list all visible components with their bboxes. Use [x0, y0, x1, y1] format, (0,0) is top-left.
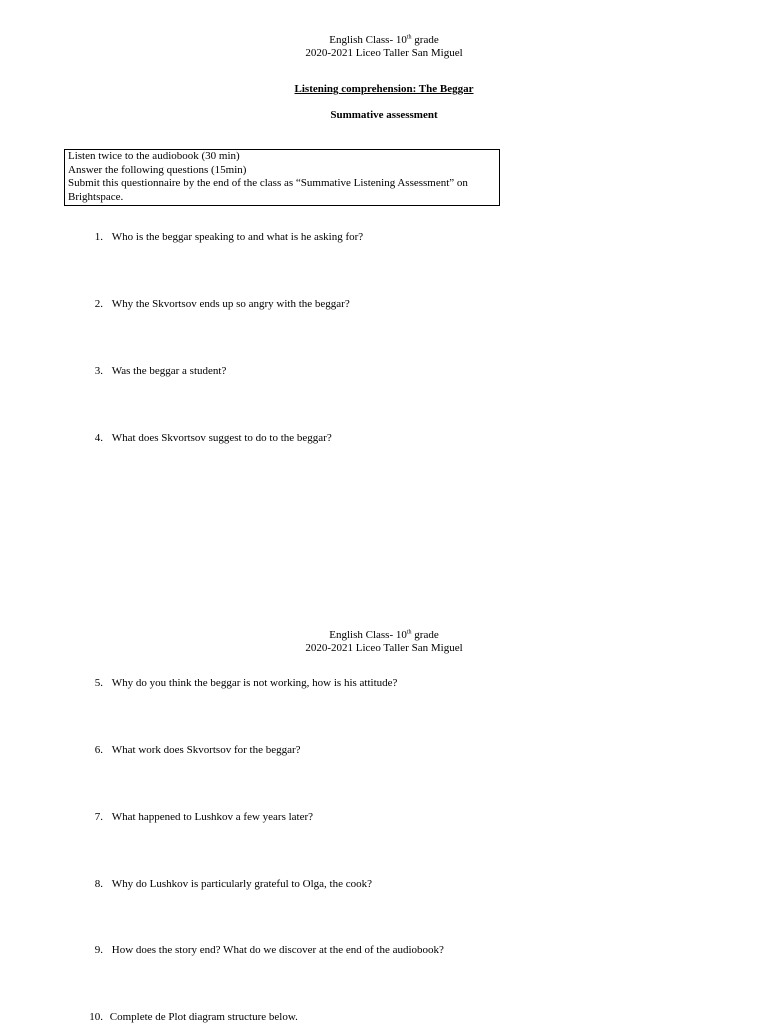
school-year-line: 2020-2021 Liceo Taller San Miguel: [305, 47, 463, 59]
question-text: What work does Skvortsov for the beggar?: [111, 744, 301, 756]
class-header-grade: grade: [411, 629, 439, 641]
question-item: [84, 878, 372, 891]
question-text: Who is the beggar speaking to and what is he asking for?: [111, 231, 364, 243]
class-header-line1: [0, 34, 768, 47]
question-number: 4.: [94, 432, 103, 444]
school-year-line: 2020-2021 Liceo Taller San Miguel: [305, 642, 463, 654]
document-subtitle: Summative assessment: [330, 109, 438, 121]
question-item: [84, 944, 444, 957]
class-header-text: English Class- 10: [329, 34, 407, 46]
question-text: Complete de Plot diagram structure below.: [109, 1011, 298, 1023]
instruction-line: Brightspace.: [68, 190, 124, 203]
question-item: [84, 811, 313, 824]
grade-superscript: th: [406, 629, 412, 636]
class-header-line1: [0, 629, 768, 642]
class-header-text: English Class- 10: [329, 629, 407, 641]
question-number: 9.: [94, 944, 103, 956]
instructions-box: [64, 149, 500, 206]
question-number: 3.: [94, 365, 103, 377]
question-item: [84, 298, 350, 311]
question-number: 2.: [94, 298, 103, 310]
question-number: 7.: [94, 811, 103, 823]
instruction-line: Listen twice to the audiobook (30 min): [68, 150, 240, 162]
question-item: [84, 432, 332, 445]
class-header-grade: grade: [411, 34, 439, 46]
document-title: Listening comprehension: The Beggar: [294, 83, 474, 95]
question-text: Why do you think the beggar is not working, how is his attitude?: [111, 677, 398, 689]
question-item: [84, 1011, 298, 1024]
question-number: 8.: [94, 878, 103, 890]
question-item: [84, 365, 226, 378]
question-item: [84, 744, 301, 757]
question-text: What happened to Lushkov a few years later?: [111, 811, 314, 823]
question-text: Why the Skvortsov ends up so angry with the beggar?: [111, 298, 350, 310]
question-number: 1.: [94, 231, 103, 243]
question-item: [84, 231, 363, 244]
question-text: Why do Lushkov is particularly grateful to Olga, the cook?: [111, 878, 373, 890]
question-number: 6.: [94, 744, 103, 756]
question-number: 10.: [89, 1011, 103, 1023]
question-number: 5.: [94, 677, 103, 689]
instruction-line: Answer the following questions (15min): [68, 163, 247, 176]
question-text: How does the story end? What do we discover at the end of the audiobook?: [111, 944, 444, 956]
question-text: Was the beggar a student?: [111, 365, 227, 377]
grade-superscript: th: [406, 34, 412, 41]
instruction-line: Submit this questionnaire by the end of the class as “Summative Listening Assessment” on: [68, 177, 468, 189]
question-item: [84, 677, 397, 690]
question-text: What does Skvortsov suggest to do to the beggar?: [111, 432, 332, 444]
title-wrapper: [0, 83, 768, 96]
